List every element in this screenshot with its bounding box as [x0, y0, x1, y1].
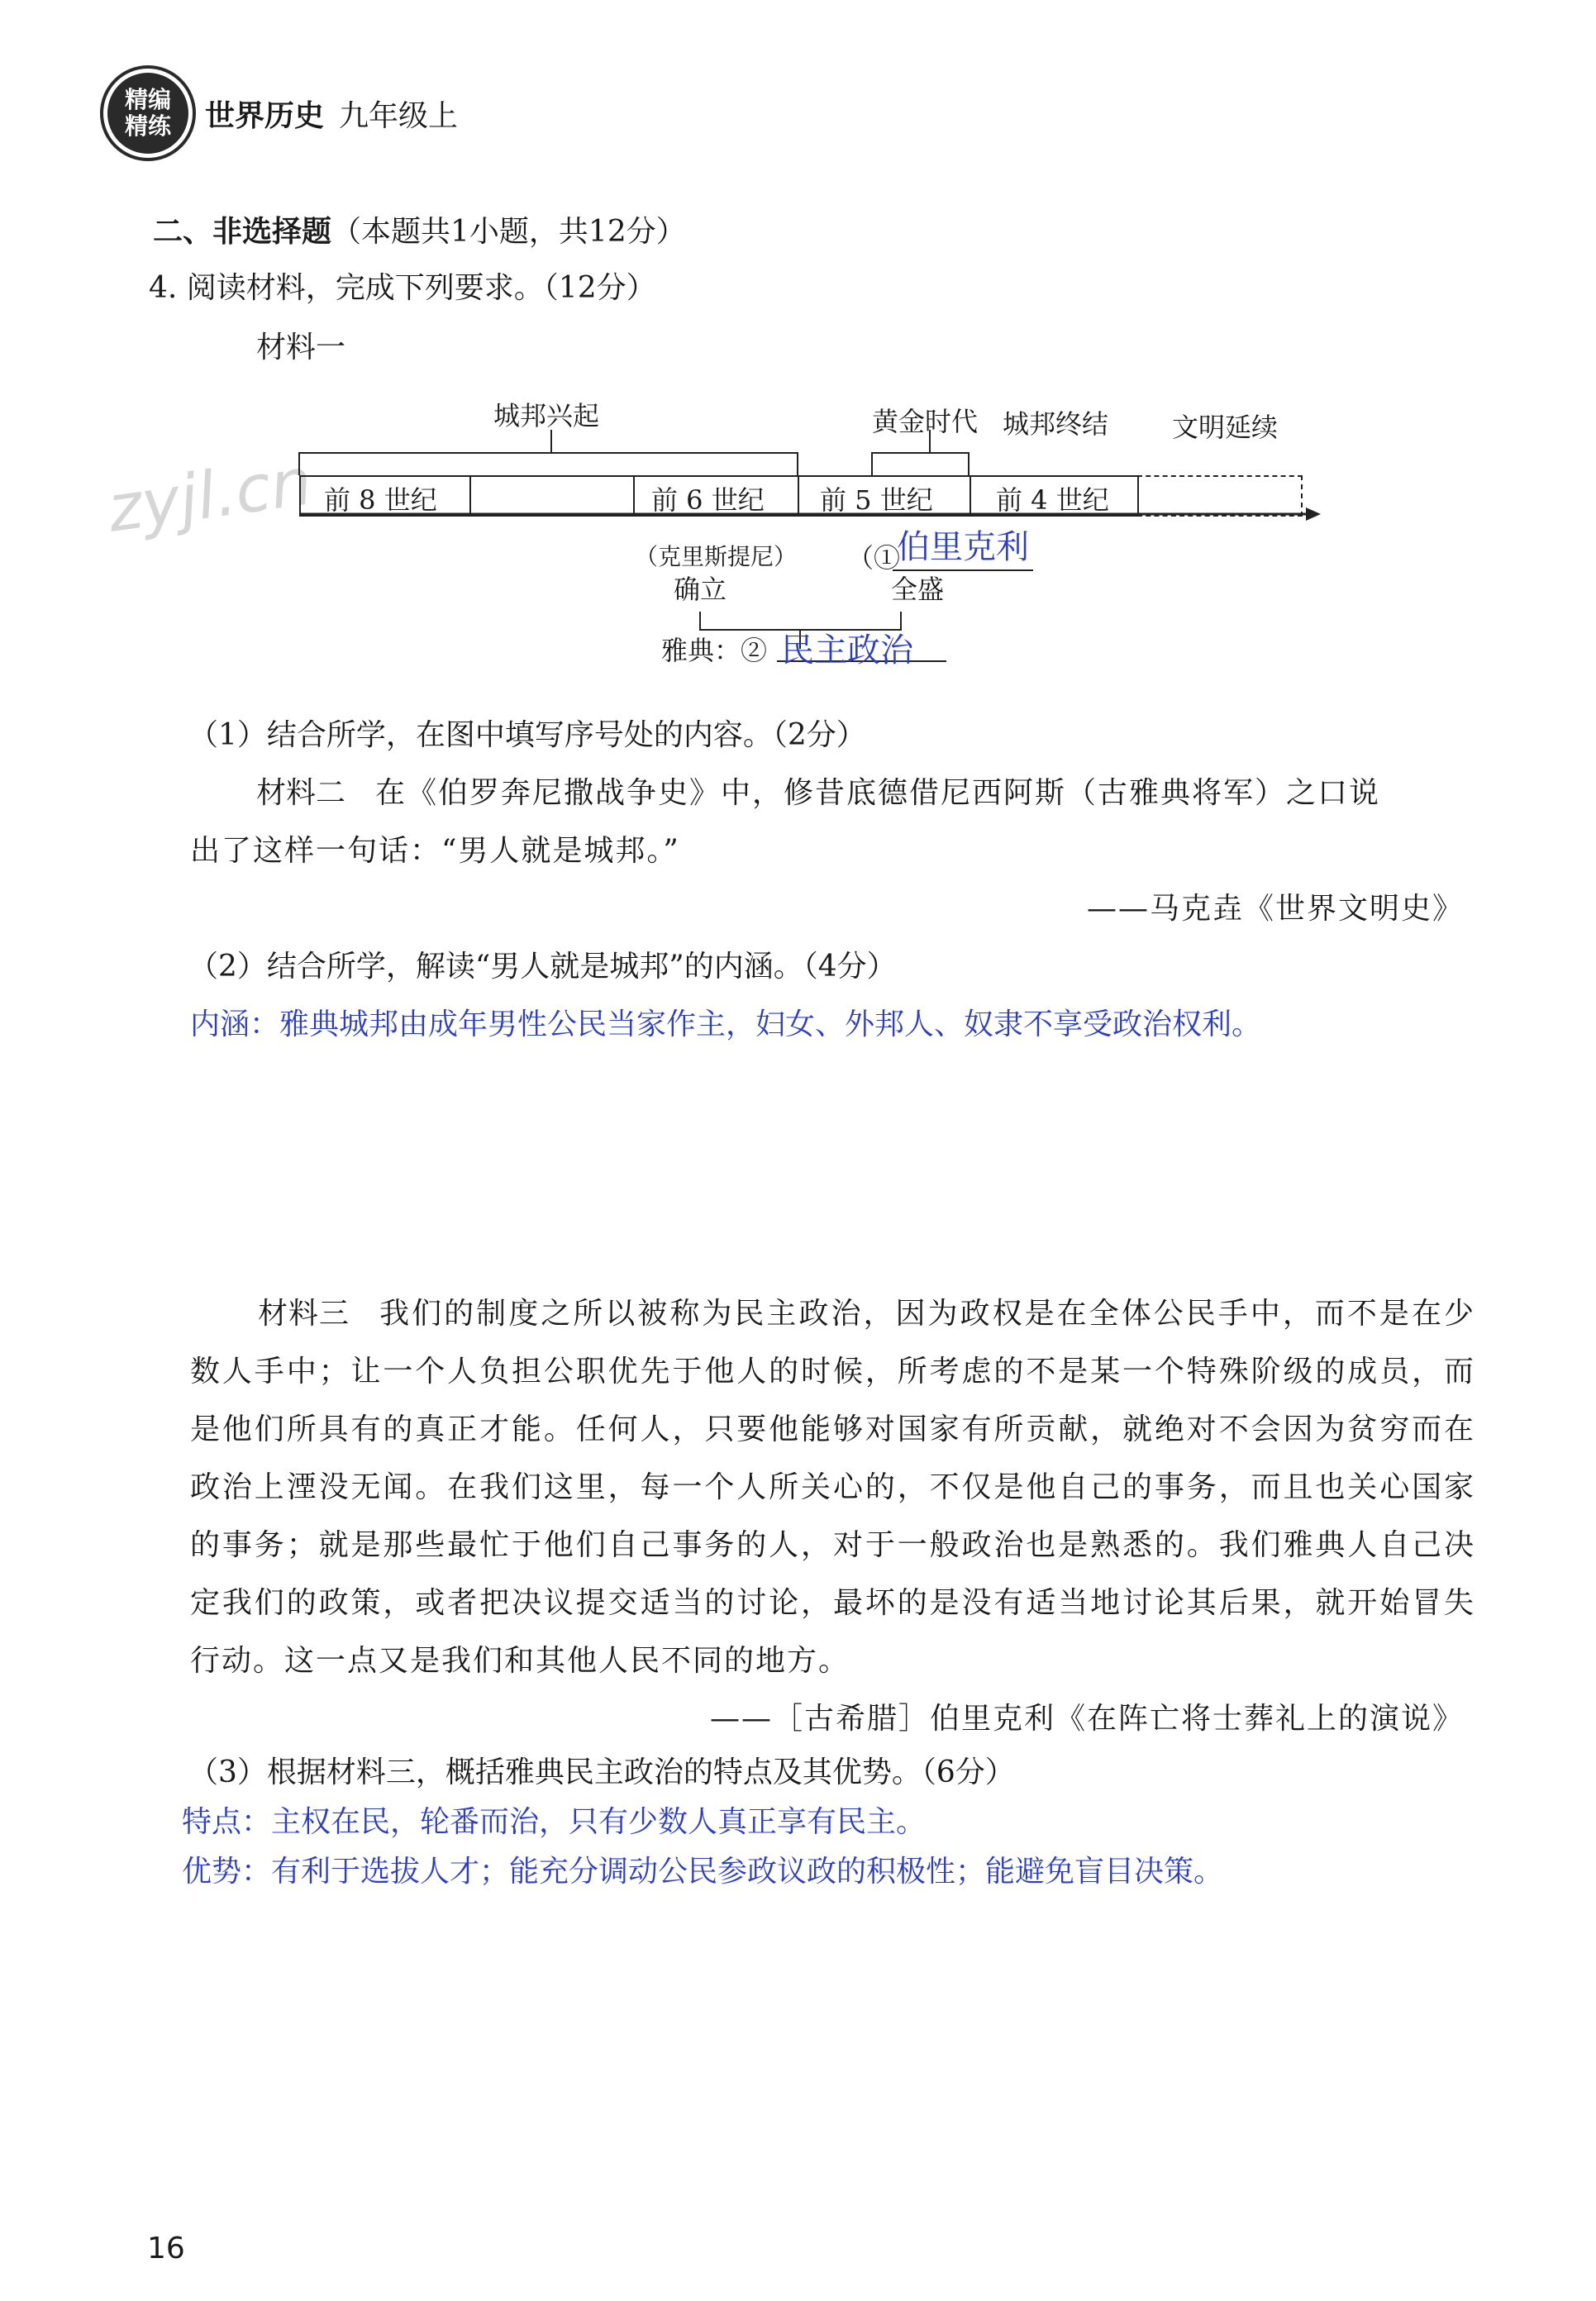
material2-paragraph-line1: [256, 765, 1380, 822]
athens-prefix: 雅典：②: [661, 635, 768, 666]
blank-1-answer: 伯里克利: [897, 528, 1029, 566]
logo-text-line1: 精编: [124, 86, 171, 113]
page-number: 16: [147, 2232, 185, 2265]
timeline-cell-dashed: [1137, 475, 1303, 517]
book-title: 世界历史: [205, 99, 325, 133]
question-3-answer-features: 特点：主权在民，轮番而治，只有少数人真正享有民主。: [182, 1805, 927, 1839]
question-1: （1）结合所学，在图中填写序号处的内容。（2分）: [188, 718, 866, 752]
label-city-state-end: 城邦终结: [1003, 408, 1109, 440]
material2-source: ——马克垚《世界文明史》: [1086, 892, 1464, 926]
question-2-answer: 内涵：雅典城邦由成年男性公民当家作主，妇女、外邦人、奴隶不享受政治权利。: [190, 1008, 1262, 1041]
cell-label-6th-century: 前 6 世纪: [651, 484, 765, 516]
label-golden-age: 黄金时代: [872, 406, 979, 437]
material3-paragraph: [190, 1285, 1475, 1690]
section-note: （本题共1小题，共12分）: [331, 215, 686, 249]
label-civilization-continue: 文明延续: [1172, 412, 1279, 443]
cell-label-5th-century: 前 5 世纪: [820, 484, 933, 516]
blank-2-answer: 民主政治: [781, 631, 913, 669]
question-2: （2）结合所学，解读“男人就是城邦”的内涵。（4分）: [188, 950, 897, 984]
blank-1-prefix: （①: [847, 542, 901, 574]
material3-label: 材料三: [258, 1297, 350, 1331]
established-label: 确立: [674, 574, 727, 605]
cell-label-8th-century: 前 8 世纪: [324, 484, 437, 516]
cell-label-4th-century: 前 4 世纪: [996, 484, 1109, 516]
material3-source: ——［古希腊］伯里克利《在阵亡将士葬礼上的演说》: [709, 1702, 1464, 1736]
material1-label: 材料一: [256, 331, 346, 364]
question-3-answer-advantages: 优势：有利于选拔人才；能充分调动公民参政议政的积极性；能避免盲目决策。: [182, 1855, 1224, 1889]
flourishing-label: 全盛: [891, 574, 945, 605]
question-4: 4. 阅读材料，完成下列要求。（12分）: [149, 271, 656, 305]
watermark: zyjl.cn: [102, 445, 317, 547]
material3-text: 我们的制度之所以被称为民主政治，因为政权是在全体公民手中，而不是在少数人手中；让一个人负担公职优先于他人的时候，所考虑的不是某一个特殊阶级的成员，而是他们所具有的真正才能。任何人，只要他能够对国家有所贡献，就绝对不会因为贫穷而在政治上湮没无闻。在我们这里，每一个人所关心的，不仅是他自己的事务，而且也关心国家的事务；就是那些最忙于他们自己事务的人，对于一般政治也是熟悉的。我们雅典人自己决定我们的政策，或者把决议提交适当的讨论，最坏的是没有适当地讨论其后果，就开始冒失行动。这一点又是我们和其他人民不同的地方。: [190, 1297, 1475, 1678]
question-3: （3）根据材料三，概括雅典民主政治的特点及其优势。（6分）: [188, 1756, 1015, 1789]
timeline-brackets: [0, 0, 1596, 678]
material2-text-b: 出了这样一句话：“男人就是城邦。”: [190, 834, 680, 868]
grade-label: 九年级上: [339, 99, 459, 133]
material2-label: 材料二: [256, 776, 346, 810]
label-city-state-rise: 城邦兴起: [493, 400, 600, 431]
timeline-cell-empty-1: [469, 475, 635, 517]
cleisthenes-note: （克里斯提尼）: [635, 543, 798, 570]
section-title: 二、非选择题: [153, 215, 332, 249]
material2-text-a: 在《伯罗奔尼撒战争史》中，修昔底德借尼西阿斯（古雅典将军）之口说: [375, 776, 1381, 810]
logo-text-line2: 精练: [124, 112, 171, 140]
